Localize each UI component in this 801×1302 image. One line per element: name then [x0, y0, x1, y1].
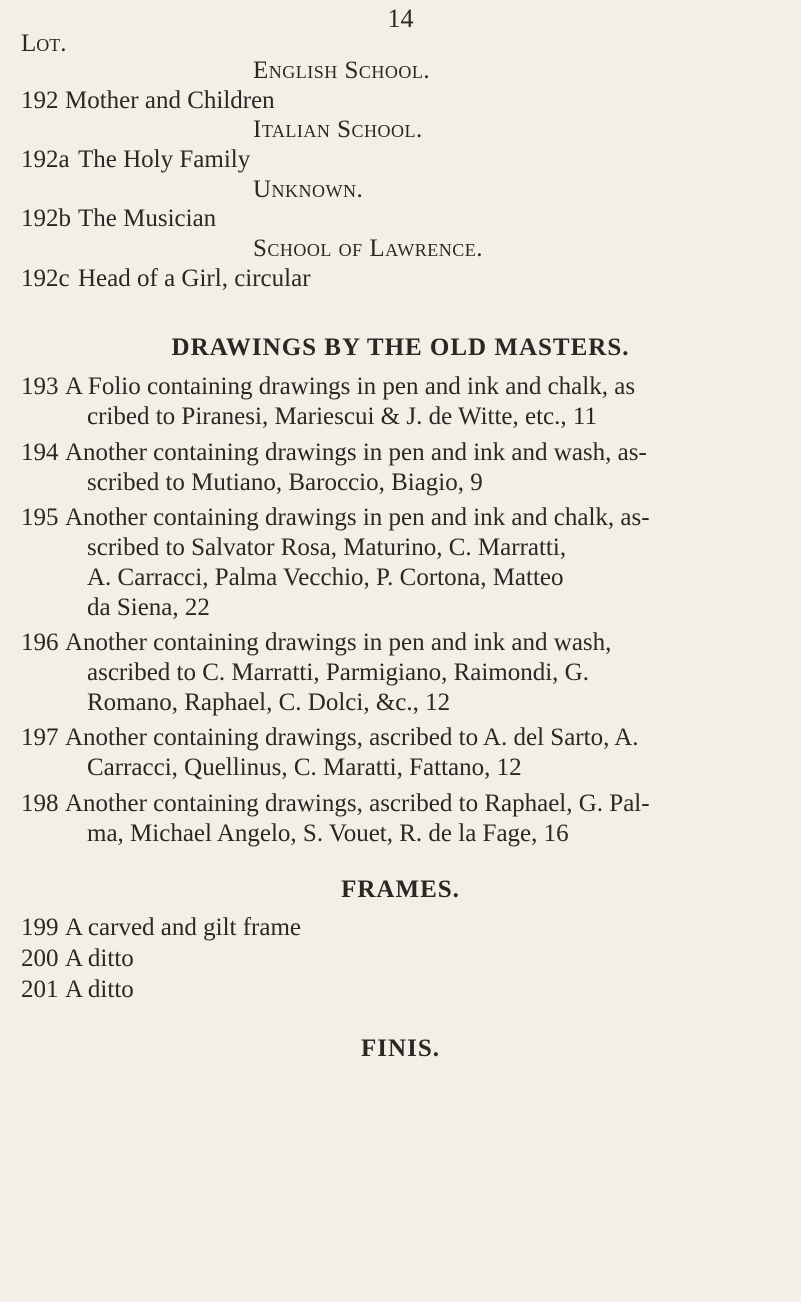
description-line: Another containing drawings in pen and ink and chalk, as-	[65, 504, 650, 531]
lot-number: 196	[21, 629, 59, 656]
list-item	[21, 86, 781, 116]
description-line: da Siena, 22	[87, 594, 210, 621]
page-number: 14	[387, 4, 414, 33]
lot-number: 199	[21, 914, 59, 941]
lot-description	[65, 372, 781, 432]
lot-description: The Holy Family	[78, 146, 251, 173]
list-item	[21, 944, 781, 974]
description-line: cribed to Piranesi, Mariescui & J. de Witte, etc., 11	[87, 403, 597, 430]
lot-number: 200	[21, 945, 59, 972]
lot-number: 192b	[21, 205, 71, 232]
lot-description: The Musician	[78, 205, 217, 232]
lot-description-text: Head of a Girl, circular	[78, 265, 311, 292]
lot-number: 198	[21, 790, 59, 817]
description-line: Another containing drawings in pen and ink and wash,	[65, 629, 612, 656]
lot-number: 201	[21, 976, 59, 1003]
lot-description: A ditto	[65, 976, 134, 1003]
lot-description	[65, 789, 781, 849]
lot-number: 197	[21, 724, 59, 751]
description-line: Carracci, Quellinus, C. Maratti, Fattano, 12	[87, 754, 522, 781]
description-line: Another containing drawings in pen and ink and wash, as-	[65, 439, 647, 466]
list-item	[21, 145, 781, 175]
section-title-drawings: DRAWINGS BY THE OLD MASTERS.	[171, 334, 630, 361]
lot-number: 193	[21, 373, 59, 400]
lot-description	[78, 264, 781, 294]
school-heading-english: English School.	[253, 57, 431, 84]
lot-description: A ditto	[65, 945, 134, 972]
description-line: A. Carracci, Palma Vecchio, P. Cortona, Matteo	[87, 564, 564, 591]
lot-description	[65, 723, 781, 783]
description-line: Another containing drawings, ascribed to Raphael, G. Pal-	[65, 790, 650, 817]
lot-description: A carved and gilt frame	[65, 914, 302, 941]
description-line: scribed to Salvator Rosa, Maturino, C. Marratti,	[87, 534, 567, 561]
lot-description	[65, 503, 781, 623]
lot-number: 192	[21, 87, 59, 114]
lot-number: 192a	[21, 146, 70, 173]
description-line: Romano, Raphael, C. Dolci, &c., 12	[87, 689, 451, 716]
school-heading-italian: Italian School.	[253, 116, 423, 143]
description-line: ma, Michael Angelo, S. Vouet, R. de la Fage, 16	[87, 820, 569, 847]
list-item	[21, 264, 781, 294]
lot-description: Mother and Children	[65, 87, 275, 114]
finis-text: FINIS.	[361, 1035, 440, 1062]
description-line: Another containing drawings, ascribed to A. del Sarto, A.	[65, 724, 639, 751]
lot-number: 192c	[21, 265, 70, 292]
list-item	[21, 789, 781, 849]
description-line: A Folio containing drawings in pen and ink and chalk, as	[65, 373, 636, 400]
lot-number: 194	[21, 439, 59, 466]
list-item	[21, 503, 781, 623]
lot-number: 195	[21, 504, 59, 531]
list-item	[21, 913, 781, 943]
list-item	[21, 723, 781, 783]
lot-description	[65, 438, 781, 498]
list-item	[21, 975, 781, 1005]
description-line: ascribed to C. Marratti, Parmigiano, Raimondi, G.	[87, 659, 589, 686]
list-item	[21, 628, 781, 718]
list-item	[21, 204, 781, 234]
description-line: scribed to Mutiano, Baroccio, Biagio, 9	[87, 469, 483, 496]
school-heading-unknown: Unknown.	[253, 176, 364, 203]
lot-column-header: Lot.	[21, 30, 67, 57]
lot-description	[65, 628, 781, 718]
list-item	[21, 438, 781, 498]
list-item	[21, 372, 781, 432]
school-heading-lawrence: School of Lawrence.	[253, 235, 483, 262]
section-title-frames: FRAMES.	[341, 876, 460, 903]
